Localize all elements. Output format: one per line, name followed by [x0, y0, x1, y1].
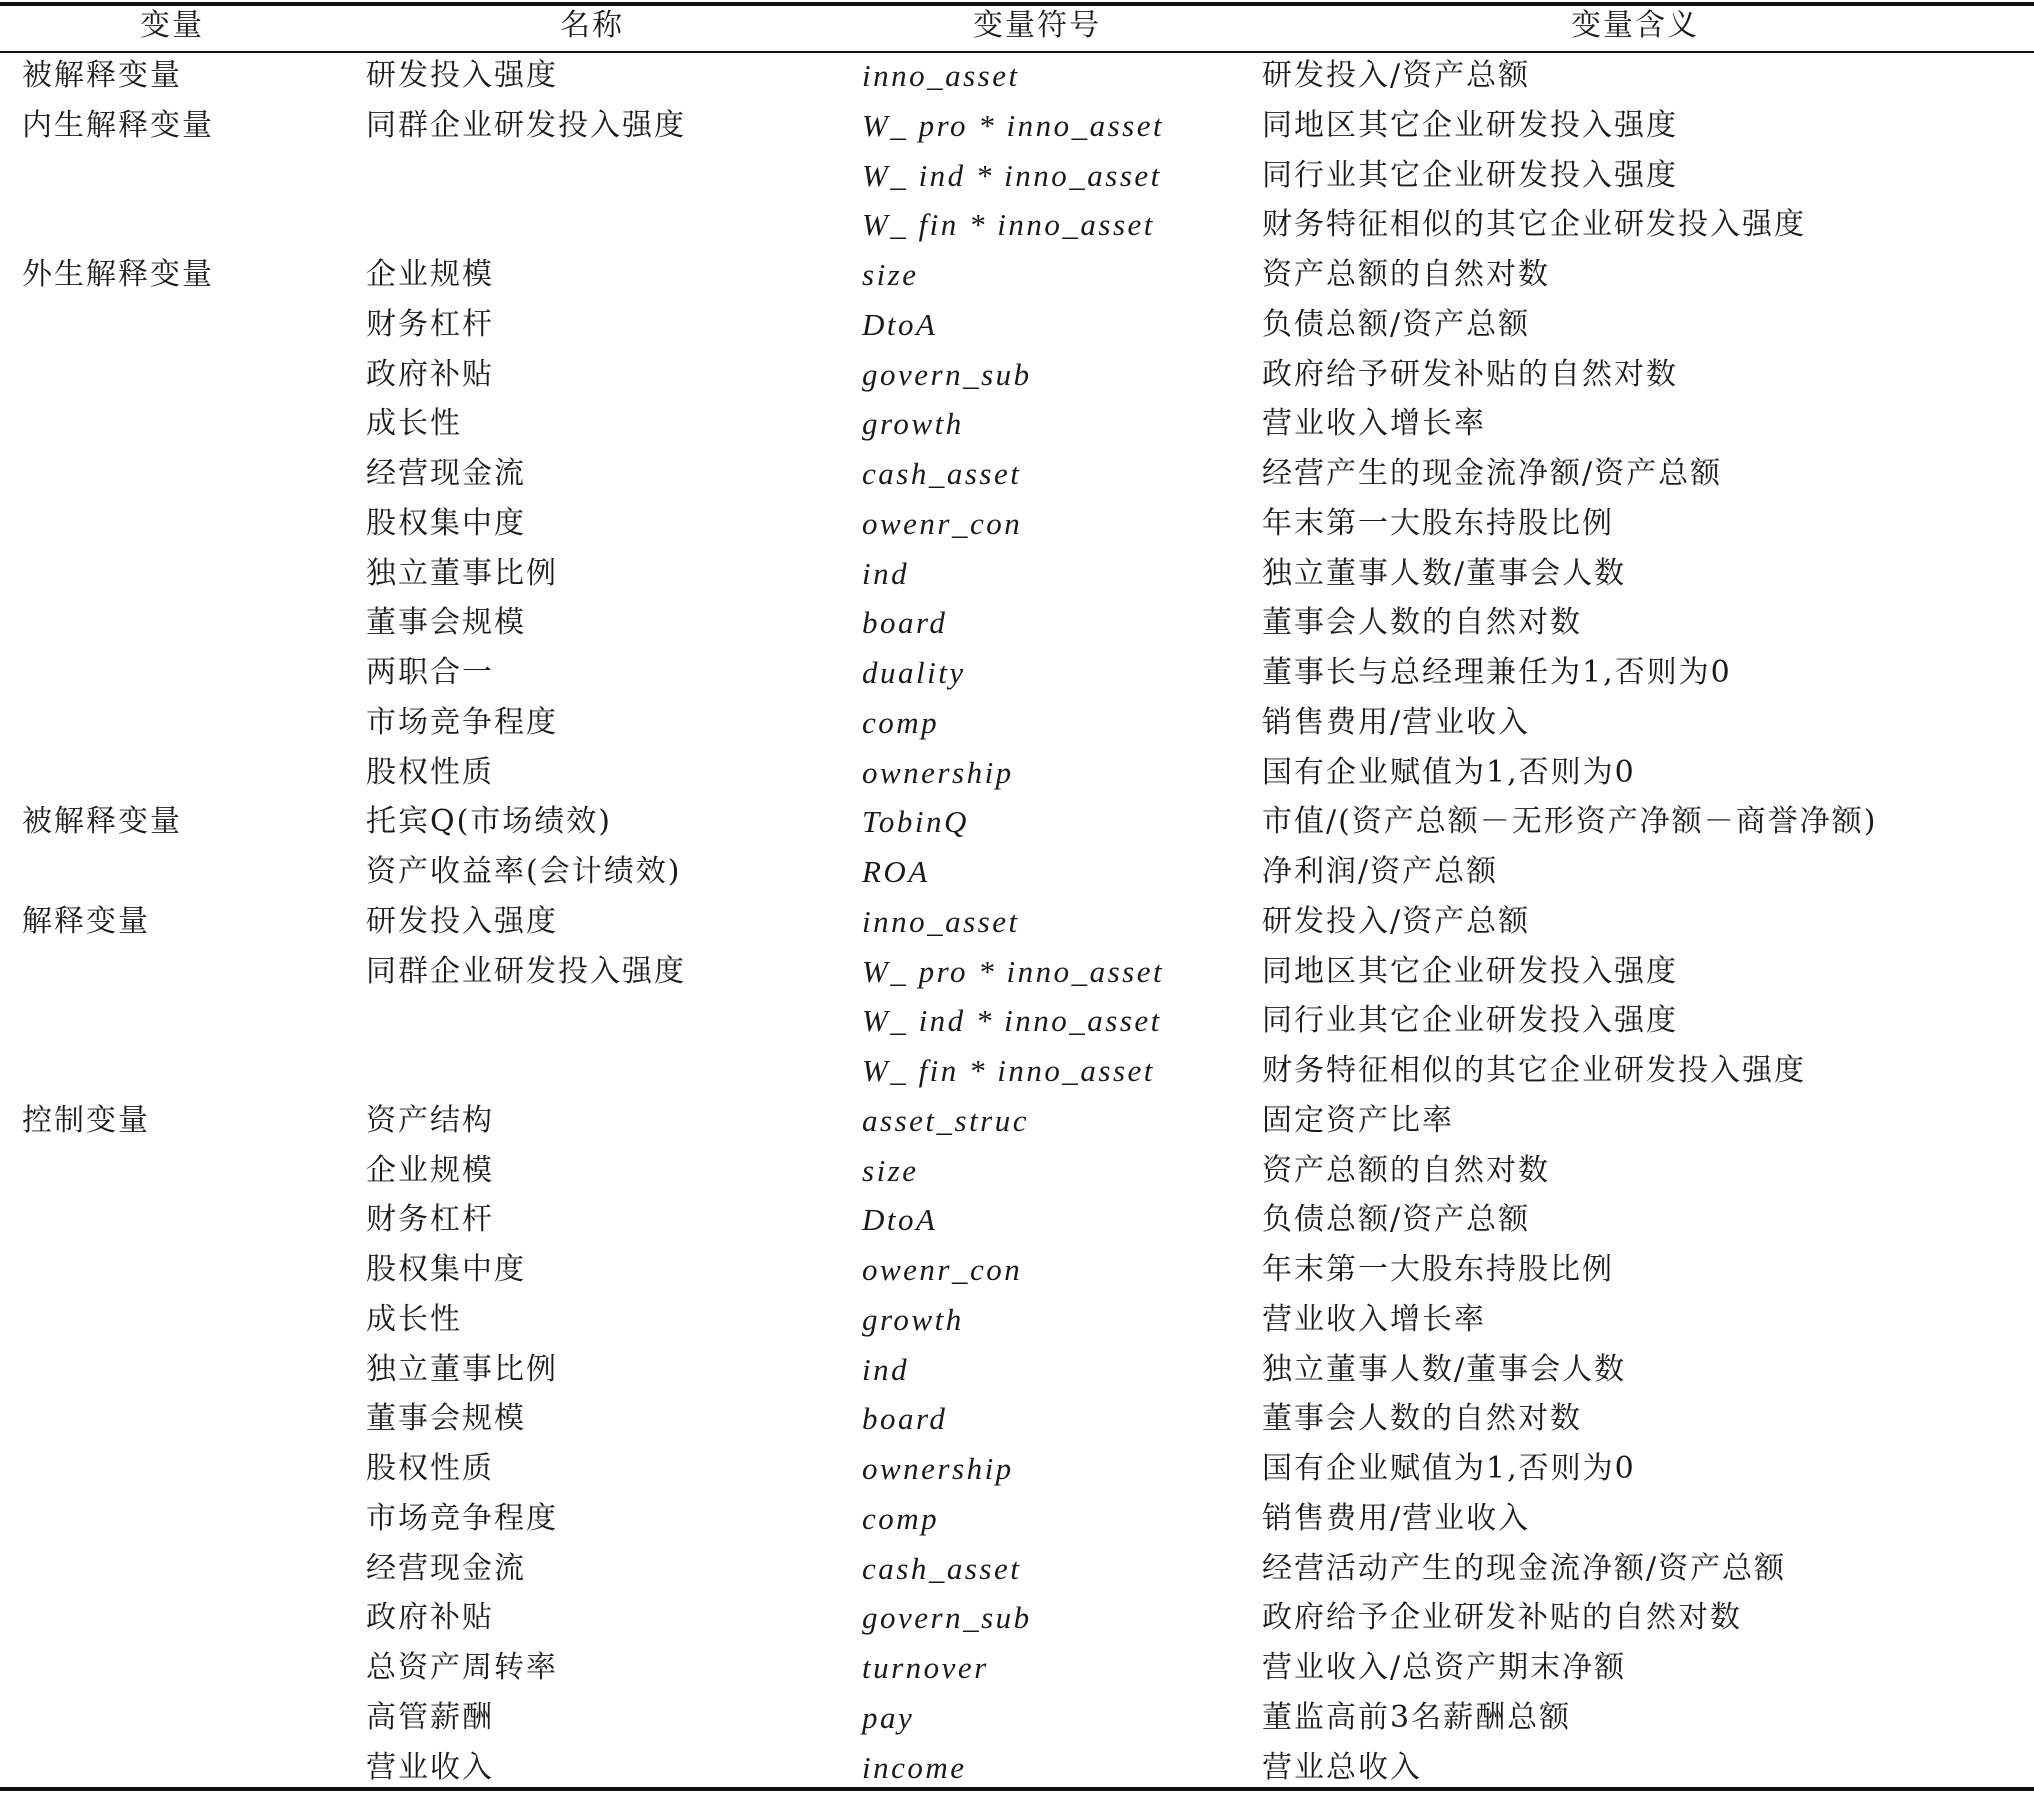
row-name: 企业规模	[366, 1152, 494, 1188]
row-symbol: govern_sub	[862, 1600, 1032, 1636]
row-name: 经营现金流	[366, 456, 526, 491]
row-meaning: 董事长与总经理兼任为1,否则为0	[1262, 655, 1732, 690]
row-meaning: 负债总额/资产总额	[1262, 306, 1531, 342]
row-symbol: cash_asset	[862, 1550, 1022, 1586]
row-name: 经营现金流	[366, 1550, 526, 1586]
row-symbol: comp	[862, 1500, 940, 1536]
row-meaning: 年末第一大股东持股比例	[1262, 1252, 1614, 1287]
row-symbol: govern_sub	[862, 356, 1032, 392]
row-meaning: 经营活动产生的现金流净额/资产总额	[1262, 1550, 1787, 1586]
row-symbol: size	[862, 257, 919, 292]
row-meaning: 独立董事人数/董事会人数	[1262, 555, 1627, 591]
row-name: 营业收入	[366, 1749, 494, 1785]
row-symbol: inno_asset	[862, 58, 1020, 93]
row-name: 政府补贴	[366, 1600, 494, 1636]
row-symbol: growth	[862, 406, 964, 442]
header-variable: 变量	[140, 8, 204, 43]
row-meaning: 固定资产比率	[1262, 1102, 1454, 1138]
header-symbol: 变量符号	[973, 8, 1101, 43]
row-symbol: W_ pro * inno_asset	[862, 953, 1165, 989]
row-meaning: 年末第一大股东持股比例	[1262, 505, 1614, 541]
row-name: 托宾Q(市场绩效)	[366, 804, 613, 840]
row-meaning: 财务特征相似的其它企业研发投入强度	[1262, 207, 1806, 243]
row-meaning: 营业收入/总资产期末净额	[1262, 1650, 1627, 1685]
row-symbol: asset_struc	[862, 1102, 1029, 1138]
row-symbol: ownership	[862, 1451, 1014, 1486]
row-name: 董事会规模	[366, 1401, 526, 1437]
row-symbol: W_ fin * inno_asset	[862, 1053, 1155, 1088]
row-name: 研发投入强度	[366, 903, 558, 939]
row-meaning: 经营产生的现金流净额/资产总额	[1262, 456, 1723, 491]
row-name: 董事会规模	[366, 605, 526, 641]
row-symbol: DtoA	[862, 306, 938, 342]
row-name: 财务杠杆	[366, 306, 494, 342]
row-meaning: 国有企业赋值为1,否则为0	[1262, 754, 1636, 790]
row-symbol: cash_asset	[862, 456, 1022, 491]
row-meaning: 董事会人数的自然对数	[1262, 1401, 1582, 1437]
row-meaning: 销售费用/营业收入	[1262, 704, 1531, 740]
row-name: 总资产周转率	[366, 1650, 558, 1685]
row-meaning: 政府给予企业研发补贴的自然对数	[1262, 1600, 1742, 1636]
row-symbol: pay	[862, 1699, 915, 1735]
row-symbol: board	[862, 605, 948, 641]
row-meaning: 政府给予研发补贴的自然对数	[1262, 356, 1678, 392]
row-symbol: W_ fin * inno_asset	[862, 207, 1155, 243]
row-category: 被解释变量	[22, 804, 182, 840]
row-name: 独立董事比例	[366, 1351, 558, 1387]
row-meaning: 销售费用/营业收入	[1262, 1500, 1531, 1536]
row-meaning: 资产总额的自然对数	[1262, 1152, 1550, 1188]
row-symbol: comp	[862, 704, 940, 740]
row-meaning: 研发投入/资产总额	[1262, 903, 1531, 939]
row-name: 两职合一	[366, 655, 494, 690]
row-name: 市场竞争程度	[366, 1500, 558, 1536]
row-name: 财务杠杆	[366, 1202, 494, 1238]
row-name: 高管薪酬	[366, 1699, 494, 1735]
row-meaning: 董监高前3名薪酬总额	[1262, 1699, 1572, 1735]
row-symbol: ownership	[862, 754, 1014, 790]
row-name: 资产收益率(会计绩效)	[366, 854, 682, 889]
row-symbol: turnover	[862, 1650, 989, 1685]
row-meaning: 同地区其它企业研发投入强度	[1262, 953, 1678, 989]
row-name: 股权性质	[366, 1451, 494, 1486]
header-name: 名称	[560, 8, 624, 43]
row-meaning: 资产总额的自然对数	[1262, 257, 1550, 292]
row-symbol: duality	[862, 655, 966, 690]
row-name: 独立董事比例	[366, 555, 558, 591]
row-symbol: ind	[862, 555, 910, 591]
row-meaning: 研发投入/资产总额	[1262, 58, 1531, 93]
row-meaning: 同行业其它企业研发投入强度	[1262, 1003, 1678, 1039]
row-meaning: 负债总额/资产总额	[1262, 1202, 1531, 1238]
row-name: 股权集中度	[366, 505, 526, 541]
row-category: 解释变量	[22, 903, 150, 939]
header-meaning: 变量含义	[1571, 8, 1699, 43]
row-symbol: owenr_con	[862, 1252, 1023, 1287]
row-meaning: 同行业其它企业研发投入强度	[1262, 157, 1678, 193]
row-name: 股权集中度	[366, 1252, 526, 1287]
row-category: 内生解释变量	[22, 107, 214, 143]
row-symbol: income	[862, 1749, 967, 1785]
row-name: 政府补贴	[366, 356, 494, 392]
row-symbol: W_ pro * inno_asset	[862, 107, 1165, 143]
row-name: 资产结构	[366, 1102, 494, 1138]
row-symbol: board	[862, 1401, 948, 1437]
row-name: 股权性质	[366, 754, 494, 790]
row-name: 市场竞争程度	[366, 704, 558, 740]
row-symbol: inno_asset	[862, 903, 1020, 939]
row-category: 被解释变量	[22, 58, 182, 93]
row-name: 成长性	[366, 1301, 462, 1337]
row-name: 研发投入强度	[366, 58, 558, 93]
row-meaning: 财务特征相似的其它企业研发投入强度	[1262, 1053, 1806, 1088]
row-meaning: 营业收入增长率	[1262, 406, 1486, 442]
row-symbol: owenr_con	[862, 505, 1023, 541]
row-symbol: ind	[862, 1351, 910, 1387]
row-meaning: 净利润/资产总额	[1262, 854, 1499, 889]
row-meaning: 营业收入增长率	[1262, 1301, 1486, 1337]
row-meaning: 独立董事人数/董事会人数	[1262, 1351, 1627, 1387]
row-symbol: W_ ind * inno_asset	[862, 157, 1162, 193]
row-name: 成长性	[366, 406, 462, 442]
row-meaning: 董事会人数的自然对数	[1262, 605, 1582, 641]
row-name: 同群企业研发投入强度	[366, 107, 686, 143]
row-category: 外生解释变量	[22, 257, 214, 292]
row-symbol: ROA	[862, 854, 930, 889]
row-symbol: DtoA	[862, 1202, 938, 1238]
row-symbol: size	[862, 1152, 919, 1188]
row-symbol: W_ ind * inno_asset	[862, 1003, 1162, 1039]
row-meaning: 同地区其它企业研发投入强度	[1262, 107, 1678, 143]
row-name: 同群企业研发投入强度	[366, 953, 686, 989]
row-symbol: growth	[862, 1301, 964, 1337]
row-name: 企业规模	[366, 257, 494, 292]
row-meaning: 国有企业赋值为1,否则为0	[1262, 1451, 1636, 1486]
row-meaning: 市值/(资产总额－无形资产净额－商誉净额)	[1262, 804, 1878, 840]
row-meaning: 营业总收入	[1262, 1749, 1422, 1785]
table-bottom-rule	[0, 1787, 2034, 1791]
row-category: 控制变量	[22, 1102, 150, 1138]
row-symbol: TobinQ	[862, 804, 969, 840]
